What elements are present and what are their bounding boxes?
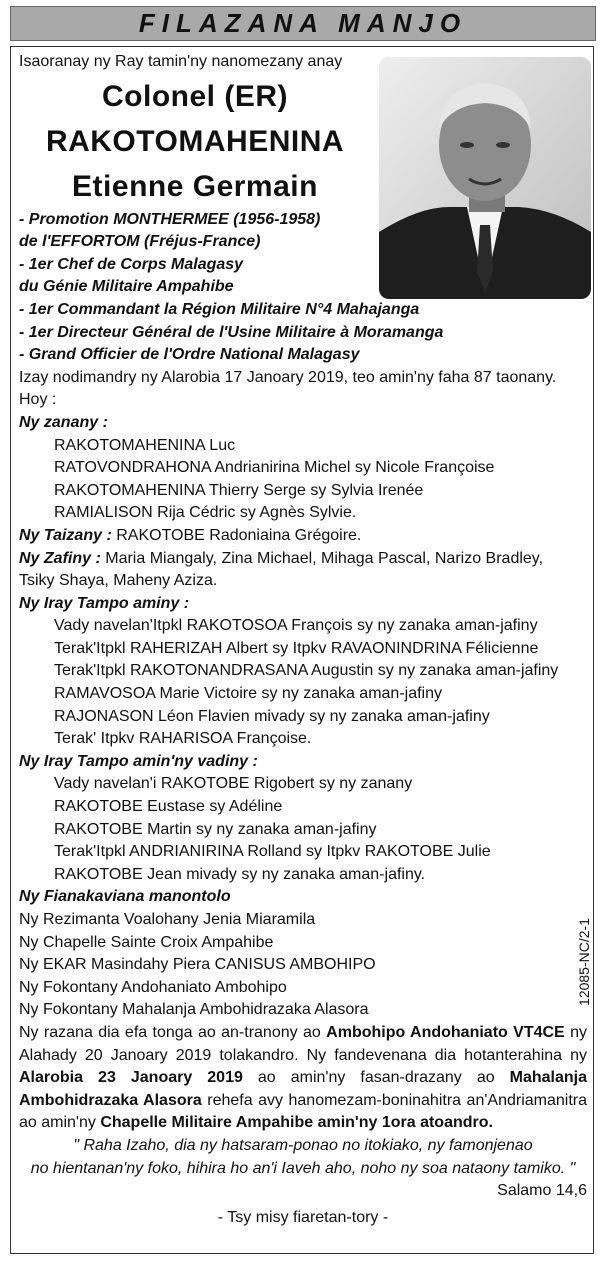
- name-line-1: Colonel (ER): [102, 79, 288, 113]
- list-item: RAMIALISON Rija Cédric sy Agnès Sylvie.: [54, 504, 357, 522]
- list-item: Ny EKAR Masindahy Piera CANISUS AMBOHIPO: [19, 956, 376, 974]
- banner-title: FILAZANA MANJO: [10, 6, 596, 41]
- reference-code: [573, 907, 595, 1017]
- list-item: RATOVONDRAHONA Andrianirina Michel sy Nicole Françoise: [54, 459, 495, 477]
- list-item: Terak' Itpkv RAHARISOA Françoise.: [54, 730, 312, 748]
- title-line: - 1er Chef de Corps Malagasy: [19, 255, 244, 273]
- funeral-location: Ambohipo Andohaniato VT4CE: [326, 1023, 565, 1041]
- funeral-text: ao amin'ny fasan-drazany ao: [242, 1069, 510, 1087]
- title-line: - Grand Officier de l'Ordre National Malagasy: [19, 346, 360, 364]
- list-item: Ny Fokontany Andohaniato Ambohipo: [19, 978, 287, 996]
- great-grandchildren-line-2: Tsiky Shaya, Maheny Aziza.: [19, 572, 218, 590]
- intro-text: Isaoranay ny Ray tamin'ny nanomezany anay: [19, 53, 343, 70]
- closing-note: - Tsy misy fiaretan-tory -: [217, 1208, 389, 1226]
- quote-line-1: " Raha Izaho, dia ny hatsaram-ponao no itokiako, ny famonjenao: [73, 1136, 533, 1154]
- title-line: du Génie Militaire Ampahibe: [19, 278, 234, 296]
- hoy-label: Hoy :: [19, 391, 57, 409]
- list-item: Ny Chapelle Sainte Croix Ampahibe: [19, 933, 274, 951]
- title-line: - Promotion MONTHERMEE (1956-1958): [19, 210, 321, 228]
- list-item: RAJONASON Léon Flavien mivady sy ny zanaka aman-jafiny: [54, 707, 490, 725]
- great-grandchildren-label: Ny Zafiny :: [19, 549, 101, 567]
- list-item: Ny Fokontany Mahalanja Ambohidrazaka Alasora: [19, 1001, 369, 1019]
- list-item: RAKOTOMAHENINA Luc: [54, 436, 236, 454]
- list-item: Terak'Itpkl RAHERIZAH Albert sy Itpkv RAVAONINDRINA Félicienne: [54, 639, 539, 657]
- verse-reference: Salamo 14,6: [497, 1182, 587, 1200]
- funeral-text: Ny razana dia efa tonga ao an-tranony ao: [19, 1023, 327, 1041]
- obituary-box: [10, 46, 594, 1254]
- list-item: Ny Rezimanta Voalohany Jenia Miaramila: [19, 911, 316, 928]
- title-line: - 1er Directeur Général de l'Usine Militaire à Moramanga: [19, 323, 444, 341]
- name-line-3: Etienne Germain: [72, 169, 318, 203]
- title-line: - 1er Commandant la Région Militaire N°4 Mahajanga: [19, 300, 420, 318]
- list-item: RAKOTOMAHENINA Thierry Serge sy Sylvia Irenée: [54, 481, 424, 499]
- grandchildren-text: RAKOTOBE Radoniaina Grégoire.: [116, 526, 362, 544]
- list-item: Terak'Itpkl ANDRIANIRINA Rolland sy Itpkv RAKOTOBE Julie: [54, 843, 491, 861]
- funeral-text: rehefa avy hanomezam-boninahitra an'Andriamanitra ao amin'ny: [19, 1091, 588, 1132]
- great-grandchildren-text: Maria Miangaly, Zina Michael, Mihaga Pascal, Narizo Bradley,: [105, 549, 544, 567]
- grandchildren-line: [19, 525, 587, 548]
- quote-line-2: no hientanan'ny foko, hihira ho an'i Iaveh aho, noho ny soa nataony tamiko. ": [30, 1159, 576, 1177]
- family-label: Ny Fianakaviana manontolo: [19, 888, 231, 906]
- list-item: Vady navelan'i RAKOTOBE Rigobert sy ny zanany: [54, 775, 413, 793]
- list-item: RAKOTOBE Jean mivady sy ny zanaka aman-jafiny.: [54, 865, 426, 883]
- list-item: RAKOTOBE Martin sy ny zanaka aman-jafiny: [54, 820, 377, 838]
- list-item: Terak'Itpkl RAKOTONANDRASANA Augustin sy ny zanaka aman-jafiny: [54, 662, 559, 680]
- great-grandchildren-line: [19, 548, 587, 571]
- burial-location: Mahalanja Ambohidrazaka Alasora: [19, 1069, 588, 1109]
- funeral-date: Alarobia 23 Janoary 2019: [19, 1069, 243, 1087]
- title-line: de l'EFFORTOM (Fréjus-France): [19, 233, 261, 251]
- list-item: RAKOTOBE Eustase sy Adéline: [54, 798, 283, 816]
- grandchildren-label: Ny Taizany :: [19, 526, 112, 544]
- titles-list: [19, 209, 587, 367]
- list-item: RAMAVOSOA Marie Victoire sy ny zanaka aman-jafiny: [54, 685, 442, 703]
- funeral-text: ny Alahady 20 Janoary 2019 tolakandro. Ny fandevenana dia hotanterahina ny: [19, 1023, 588, 1064]
- ceremony-location: Chapelle Militaire Ampahibe amin'ny 1ora atoandro.: [100, 1114, 493, 1132]
- reference-code-text: 12085-NC/2-1: [576, 918, 592, 1006]
- obituary-content: [19, 51, 587, 1229]
- children-label: Ny zanany :: [19, 413, 108, 431]
- death-notice: Izay nodimandry ny Alarobia 17 Janoary 2019, teo amin'ny faha 87 taonany.: [19, 368, 557, 386]
- funeral-paragraph: [19, 1022, 587, 1135]
- siblings-label: Ny Iray Tampo aminy :: [19, 594, 190, 612]
- spouse-siblings-label: Ny Iray Tampo amin'ny vadiny :: [19, 752, 258, 770]
- name-line-2: RAKOTOMAHENINA: [45, 124, 345, 158]
- list-item: Vady navelan'Itpkl RAKOTOSOA François sy ny zanaka aman-jafiny: [54, 617, 538, 635]
